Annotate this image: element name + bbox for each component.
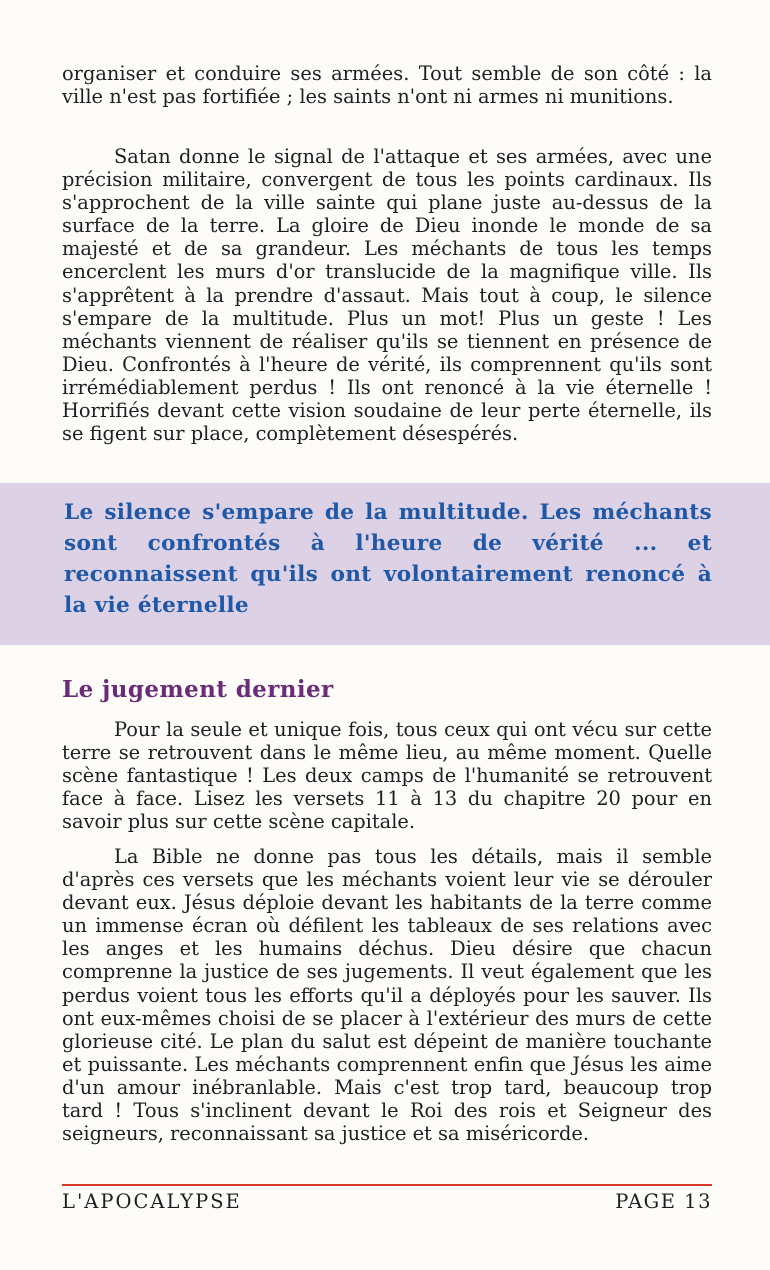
footer-divider — [62, 1184, 712, 1186]
section-heading: Le jugement dernier — [62, 676, 334, 703]
body-paragraph: Pour la seule et unique fois, tous ceux qui ont vécu sur cette terre se retrouvent dans le même lieu, au même moment. Quelle scène fantastique ! Les deux camps de l'humanité se retrouvent face à face. Lisez les versets 11 à 13 du chapitre 20 pour en savoir plus sur cette scène capitale. — [62, 718, 712, 834]
body-paragraph: organiser et conduire ses armées. Tout semble de son côté : la ville n'est pas fortifiée ; les saints n'ont ni armes ni munitions. — [62, 62, 712, 109]
pull-quote-text: Le silence s'empare de la multitude. Les méchants sont confrontés à l'heure de vérité ... et reconnaissent qu'ils ont volontairement renoncé à la vie éternelle — [64, 500, 712, 618]
body-paragraph: La Bible ne donne pas tous les détails, mais il semble d'après ces versets que les méchants voient leur vie se dérouler devant eux. Jésus déploie devant les habitants de la terre comme un immense écran où défilent les tableaux de ses relations avec les anges et les humains déchus. Dieu désire que chacun comprenne la justice de ses jugements. Il veut également que les perdus voient tous les efforts qu'il a déployés pour les sauver. Ils ont eux-mêmes choisi de se placer à l'extérieur des murs de cette glorieuse cité. Le plan du salut est dépeint de manière touchante et puissante. Les méchants comprennent enfin que Jésus les aime d'un amour inébranlable. Mais c'est trop tard, beaucoup trop tard ! Tous s'inclinent devant le Roi des rois et Seigneur des seigneurs, reconnaissant sa justice et sa miséricorde. — [62, 845, 712, 1146]
footer-book-title: L'APOCALYPSE — [62, 1190, 242, 1213]
body-paragraph: Satan donne le signal de l'attaque et ses armées, avec une précision militaire, convergent de tous les points cardinaux. Ils s'approchent de la ville sainte qui plane juste au-dessus de la surface de la terre. La gloire de Dieu inonde le monde de sa majesté et de sa grandeur. Les méchants de tous les temps encerclent les murs d'or translucide de la magnifique ville. Ils s'apprêtent à la prendre d'assaut. Mais tout à coup, le silence s'empare de la multitude. Plus un mot! Plus un geste ! Les méchants viennent de réaliser qu'ils se tiennent en présence de Dieu. Confrontés à l'heure de vérité, ils comprennent qu'ils sont irrémédiablement perdus ! Ils ont renoncé à la vie éternelle ! Horrifiés devant cette vision soudaine de leur perte éternelle, ils se figent sur place, complètement désespérés. — [62, 145, 712, 446]
footer-page-number: PAGE 13 — [615, 1190, 712, 1213]
